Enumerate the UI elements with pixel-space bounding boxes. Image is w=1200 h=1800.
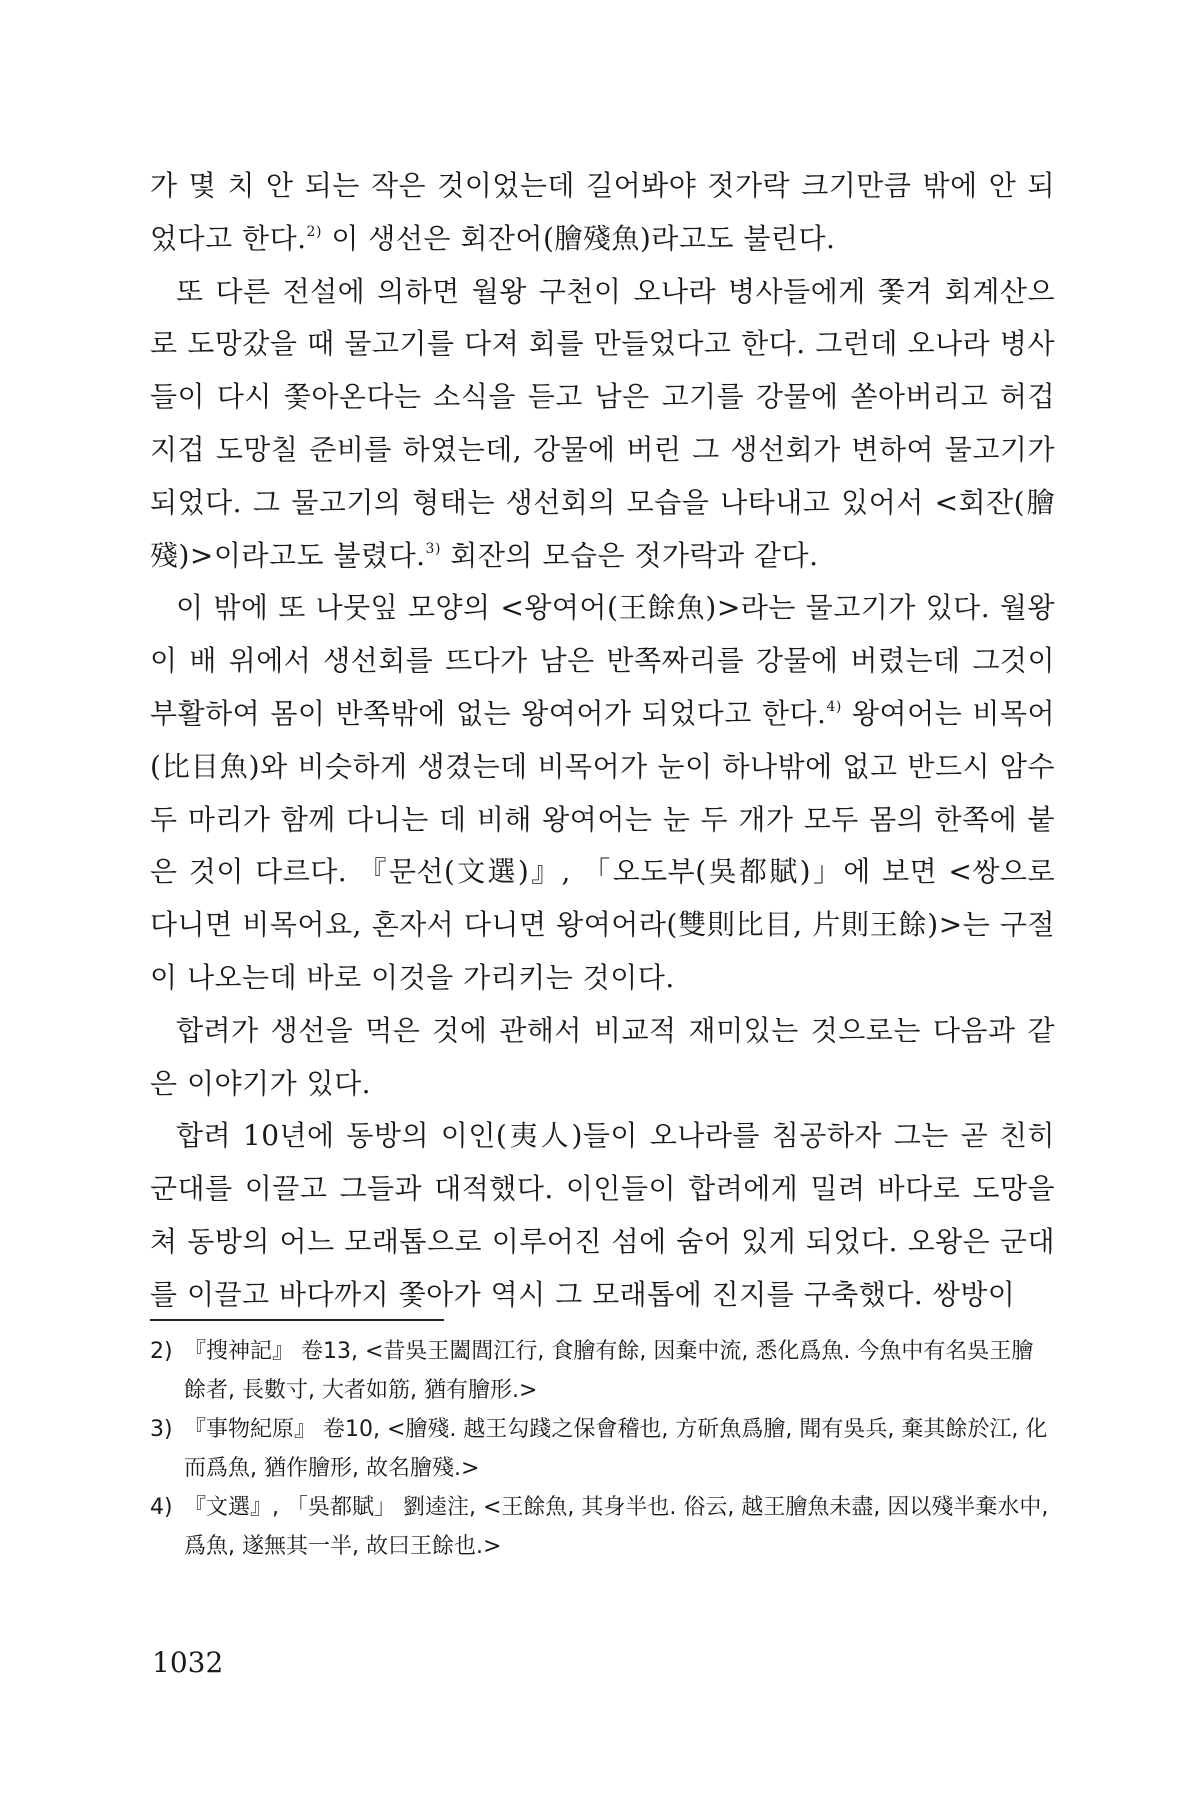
footnote-4 xyxy=(150,1488,1055,1566)
paragraph-1 xyxy=(150,160,1055,266)
footnotes xyxy=(150,1332,1055,1566)
paragraph-4: 합려가 생선을 먹은 것에 관해서 비교적 재미있는 것으로는 다음과 같은 이야기가 있다. xyxy=(150,1013,1055,1100)
footnote-divider xyxy=(150,1319,444,1321)
paragraph-2-text-b: 회잔의 모습은 젓가락과 같다. xyxy=(440,538,819,572)
paragraph-3-text-a: 이 밖에 또 나뭇잎 모양의 <왕여어(王餘魚)>라는 물고기가 있다. 월왕이 배 위에서 생선회를 뜨다가 남은 반쪽짜리를 강물에 버렸는데 그것이 부활하여 몸이 반쪽밖에 없는 왕여어가 되었다고 한다. xyxy=(150,591,1055,730)
footnote-text: 『事物紀原』 卷10, <膾殘. 越王勾踐之保會稽也, 方斫魚爲膾, 聞有吳兵, 棄其餘於江, 化而爲魚, 猶作膾形, 故名膾殘.> xyxy=(184,1417,1048,1481)
footnote-number: 2) xyxy=(150,1339,173,1364)
paragraph-1-text-b: 이 생선은 회잔어(膾殘魚)라고도 불린다. xyxy=(321,221,836,255)
footnote-text: 『搜神記』 卷13, <昔吳王闔閭江行, 食膾有餘, 因棄中流, 悉化爲魚. 今魚中有名吳王膾餘者, 長數寸, 大者如筋, 猶有膾形.> xyxy=(184,1339,1034,1403)
footnote-ref-3: 3) xyxy=(425,540,441,557)
main-text xyxy=(150,160,1055,1322)
paragraph-3-text-b: 왕여어는 비목어(比目魚)와 비슷하게 생겼는데 비목어가 눈이 하나밖에 없고 반드시 암수 두 마리가 함께 다니는 데 비해 왕여어는 눈 두 개가 모두 몸의 한쪽에 붙은 것이 다르다. 『문선(文選)』, 「오도부(吳都賦)」에 보면 <쌍으로 다니면 비목어요, 혼자서 다니면 왕여어라(雙則比目, 片則王餘)>는 구절이 나오는데 바로 이것을 가리키는 것이다. xyxy=(150,696,1055,994)
footnote-ref-4: 4) xyxy=(826,698,842,715)
footnote-number: 4) xyxy=(150,1495,173,1520)
paragraph-3 xyxy=(150,582,1055,1004)
footnote-text: 『文選』, 「吳都賦」 劉逵注, <王餘魚, 其身半也. 俗云, 越王膾魚未盡, 因以殘半棄水中, 爲魚, 遂無其一半, 故曰王餘也.> xyxy=(184,1495,1049,1559)
paragraph-2-text-a: 또 다른 전설에 의하면 월왕 구천이 오나라 병사들에게 쫓겨 회계산으로 도망갔을 때 물고기를 다져 회를 만들었다고 한다. 그런데 오나라 병사들이 다시 쫓아온다는 소식을 듣고 남은 고기를 강물에 쏟아버리고 허겁지겁 도망칠 준비를 하였는데, 강물에 버린 그 생선회가 변하여 물고기가 되었다. 그 물고기의 형태는 생선회의 모습을 나타내고 있어서 <회잔(膾殘)>이라고도 불렸다. xyxy=(150,274,1055,572)
paragraph-5: 합려 10년에 동방의 이인(夷人)들이 오나라를 침공하자 그는 곧 친히 군대를 이끌고 그들과 대적했다. 이인들이 합려에게 밀려 바다로 도망을 쳐 동방의 어느 모래톱으로 이루어진 섬에 숨어 있게 되었다. 오왕은 군대를 이끌고 바다까지 쫓아가 역시 그 모래톱에 진지를 구축했다. 쌍방이 xyxy=(150,1119,1055,1311)
page-number: 1032 xyxy=(152,1646,224,1679)
paragraph-2 xyxy=(150,266,1055,583)
footnote-number: 3) xyxy=(150,1417,173,1442)
footnote-2 xyxy=(150,1332,1055,1410)
paragraph-1-text-a: 가 몇 치 안 되는 작은 것이었는데 길어봐야 젓가락 크기만큼 밖에 안 되었다고 한다. xyxy=(150,169,1055,255)
footnote-3 xyxy=(150,1410,1055,1488)
footnote-ref-2: 2) xyxy=(306,223,322,240)
